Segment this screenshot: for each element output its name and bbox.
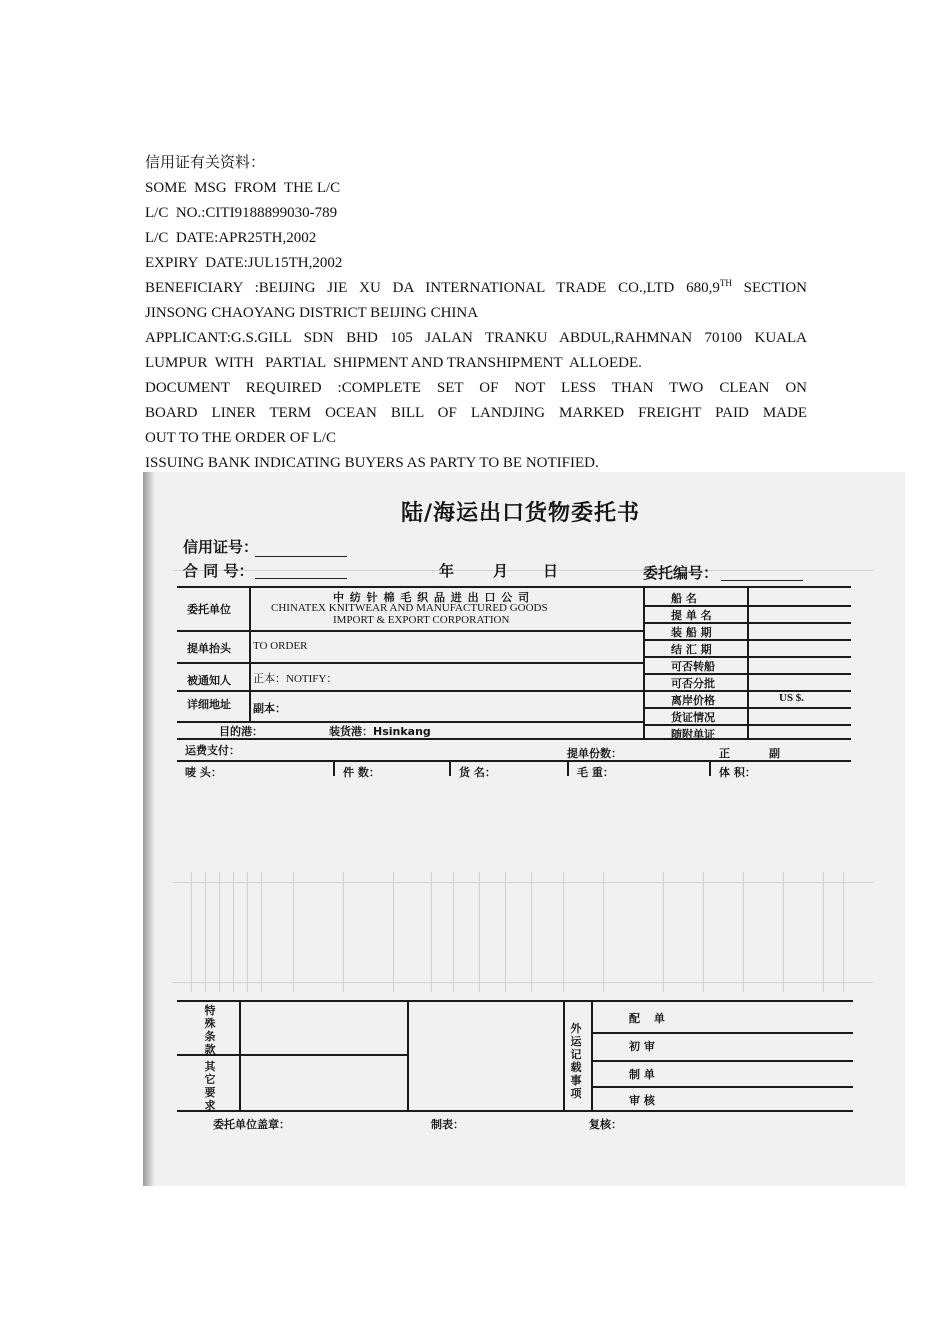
address-label: 详细地址: [187, 698, 231, 711]
checklist-prepare: 制 单: [629, 1068, 655, 1081]
other-requirements-label: 其它要求: [204, 1060, 216, 1112]
grid-line: [177, 690, 643, 692]
documents-line2: BOARD LINER TERM OCEAN BILL OF LANDJING MARKED FREIGHT PAID MADE: [145, 405, 807, 421]
ghost-line: [343, 872, 344, 992]
right-label-attached-docs: 随附单证: [671, 728, 715, 741]
date-month: 月: [493, 562, 509, 580]
ghost-line: [531, 872, 532, 992]
checklist-verify: 审 核: [629, 1094, 655, 1107]
pieces-label: 件 数：: [343, 766, 380, 779]
grid-line: [449, 762, 451, 776]
notify-value: 正本：NOTIFY：: [253, 673, 338, 685]
bl-header-value: TO ORDER: [253, 640, 308, 652]
grid-line: [177, 1110, 853, 1112]
grid-line: [239, 1000, 241, 1110]
ghost-line: [173, 982, 873, 983]
ghost-line: [173, 570, 873, 571]
form-title: 陆/海运出口货物委托书: [401, 501, 641, 526]
checklist-allocation: 配 单: [629, 1012, 665, 1025]
contract-no-label: 合 同 号：: [183, 562, 254, 580]
ghost-line: [191, 872, 192, 992]
grid-line: [177, 630, 643, 632]
gross-weight-label: 毛 重：: [577, 766, 614, 779]
reviewed-by-label: 复核：: [589, 1118, 622, 1131]
freight-label: 运费支付：: [185, 744, 240, 757]
grid-line: [643, 586, 645, 738]
lc-expiry-date: EXPIRY DATE:JUL15TH,2002: [145, 255, 343, 271]
ghost-line: [233, 872, 234, 992]
right-label-fob-price: 离岸价格: [671, 694, 715, 707]
ghost-line: [431, 872, 432, 992]
ghost-line: [453, 872, 454, 992]
documents-line1: DOCUMENT REQUIRED :COMPLETE SET OF NOT LESS THAN TWO CLEAN ON: [145, 380, 807, 396]
grid-line: [563, 1000, 565, 1110]
ghost-line: [247, 872, 248, 992]
checklist-initial-review: 初 审: [629, 1040, 655, 1053]
grid-line: [591, 1000, 593, 1110]
ghost-line: [703, 872, 704, 992]
date-year: 年: [439, 562, 455, 580]
grid-line: [591, 1086, 853, 1088]
consignor-label: 委托单位: [187, 603, 231, 616]
beneficiary-address: JINSONG CHAOYANG DISTRICT BEIJING CHINA: [145, 305, 479, 321]
lc-date: L/C DATE:APR25TH,2002: [145, 230, 317, 246]
grid-line: [747, 586, 749, 738]
ghost-line: [293, 872, 294, 992]
right-label-document-status: 货证情况: [671, 711, 715, 724]
consignor-stamp-label: 委托单位盖章：: [213, 1118, 290, 1131]
lc-no-field[interactable]: [255, 556, 347, 557]
documents-line3: OUT TO THE ORDER OF L/C: [145, 430, 336, 446]
lc-msg-line: SOME MSG FROM THE L/C: [145, 180, 341, 196]
prepared-by-label: 制表：: [431, 1118, 464, 1131]
lc-info-block: [145, 151, 807, 476]
fob-currency: US $.: [779, 692, 805, 704]
beneficiary-superscript: TH: [719, 278, 732, 288]
applicant-line1: APPLICANT:G.S.GILL SDN BHD 105 JALAN TRANKU ABDUL,RAHMNAN 70100 KUALA: [145, 330, 807, 346]
grid-line: [177, 738, 851, 740]
grid-line: [177, 662, 643, 664]
issuing-bank-line: ISSUING BANK INDICATING BUYERS AS PARTY TO BE NOTIFIED.: [145, 455, 599, 471]
right-label-shipment-date: 装 船 期: [671, 626, 712, 639]
lc-info-heading: 信用证有关资料：: [145, 155, 266, 171]
original-label: 正: [719, 747, 730, 760]
lc-number: L/C NO.:CITI9188899030-789: [145, 205, 338, 221]
consignor-en-line1: CHINATEX KNITWEAR AND MANUFACTURED GOODS: [271, 602, 548, 614]
ghost-line: [783, 872, 784, 992]
grid-line: [177, 586, 851, 588]
applicant-line2: LUMPUR WITH PARTIAL SHIPMENT AND TRANSHIPMENT ALLOEDE.: [145, 355, 642, 371]
grid-line: [177, 760, 851, 762]
copy-label: 副本：: [253, 702, 286, 715]
ghost-line: [261, 872, 262, 992]
scan-edge-shadow: [143, 472, 155, 1186]
grid-line: [567, 762, 569, 776]
grid-line: [333, 762, 335, 776]
ghost-line: [393, 872, 394, 992]
ghost-line: [219, 872, 220, 992]
external-matters-label: 外运记载事项: [570, 1022, 582, 1100]
marks-label: 唛 头：: [185, 766, 222, 779]
destination-label: 目的港：: [219, 725, 263, 738]
ghost-line: [563, 872, 564, 992]
grid-line: [407, 1000, 409, 1110]
contract-no-field[interactable]: [255, 578, 347, 579]
grid-line: [591, 1060, 853, 1062]
loading-port: 装货港：Hsinkang: [329, 725, 431, 738]
grid-line: [591, 1032, 853, 1034]
ghost-line: [843, 872, 844, 992]
ghost-line: [663, 872, 664, 992]
entrust-no-label: 委托编号：: [643, 564, 719, 582]
right-label-transshipment: 可否转船: [671, 660, 715, 673]
copy-short-label: 副: [769, 747, 780, 760]
ghost-line: [505, 872, 506, 992]
grid-line: [177, 1000, 853, 1002]
entrust-no-field[interactable]: [721, 580, 803, 581]
beneficiary-text: BENEFICIARY :BEIJING JIE XU DA INTERNATIONAL TRADE CO.,LTD 680,9: [145, 280, 720, 296]
goods-name-label: 货 名：: [459, 766, 496, 779]
bl-header-label: 提单抬头: [187, 642, 231, 655]
ghost-line: [173, 882, 873, 883]
consignor-cn: 中 纺 针 棉 毛 织 品 进 出 口 公 司: [333, 591, 531, 604]
right-label-vessel: 船 名: [671, 592, 697, 605]
bl-copies-label: 提单份数：: [567, 747, 622, 760]
volume-label: 体 积：: [719, 766, 756, 779]
lc-no-label: 信用证号：: [183, 538, 259, 556]
beneficiary-text-end: SECTION: [731, 280, 807, 296]
right-label-partial: 可否分批: [671, 677, 715, 690]
ghost-line: [205, 872, 206, 992]
grid-line: [709, 762, 711, 776]
grid-line: [249, 586, 251, 721]
date-day: 日: [543, 562, 559, 580]
scanned-entrustment-form: [143, 472, 905, 1186]
notify-label: 被通知人: [187, 674, 231, 687]
consignor-en-line2: IMPORT & EXPORT CORPORATION: [333, 614, 510, 626]
ghost-line: [479, 872, 480, 992]
beneficiary-line: [145, 276, 807, 301]
right-label-settlement-date: 结 汇 期: [671, 643, 712, 656]
ghost-line: [823, 872, 824, 992]
ghost-line: [743, 872, 744, 992]
special-terms-label: 特殊条款: [204, 1004, 216, 1056]
ghost-line: [603, 872, 604, 992]
right-label-bl-name: 提 单 名: [671, 609, 712, 622]
